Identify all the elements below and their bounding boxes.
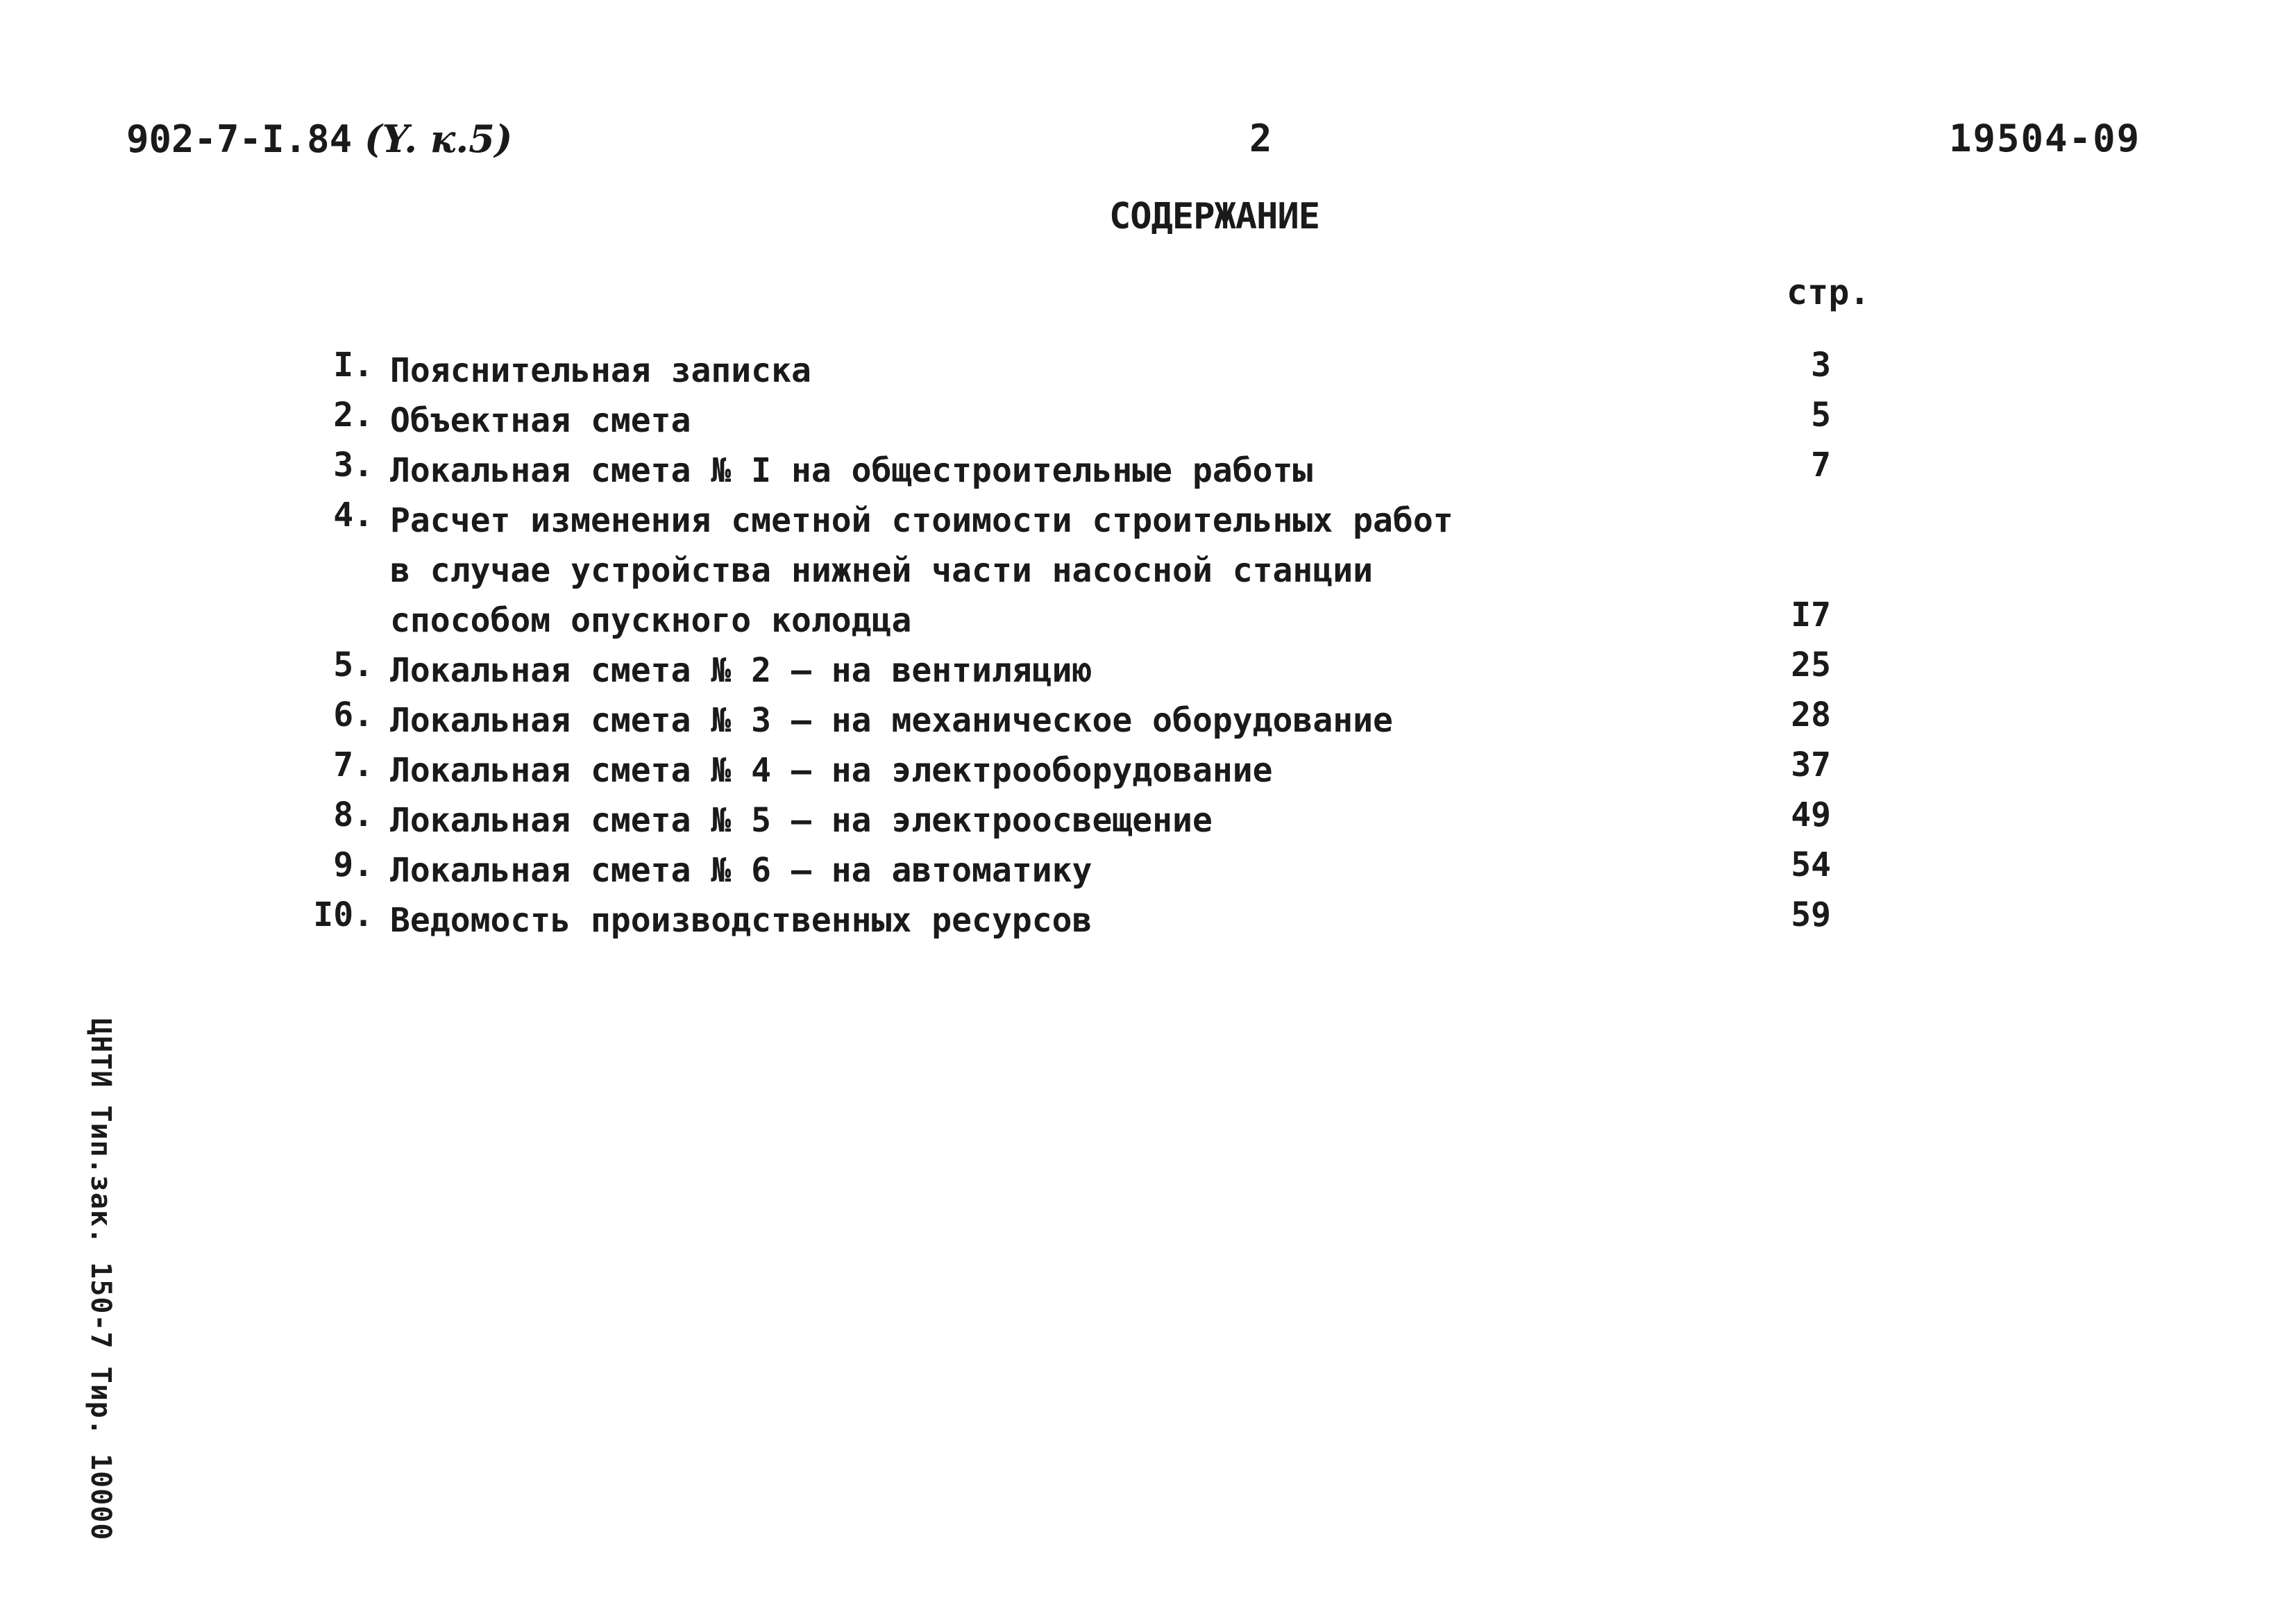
- handwritten-note: (Y. к.5): [364, 117, 513, 161]
- table-of-contents: [0, 346, 2296, 945]
- toc-item-number: 7.: [333, 746, 373, 784]
- toc-item-number: 5.: [333, 646, 373, 684]
- toc-item-number: 2.: [333, 396, 373, 435]
- doc-code: [126, 117, 512, 161]
- toc-item-text: Локальная смета № 2 – на вентиляцию: [390, 651, 1092, 690]
- toc-item: [0, 795, 2296, 845]
- toc-item-page: 54: [1791, 845, 1831, 884]
- toc-item-page: I7: [1791, 596, 1831, 634]
- toc-item-page: 28: [1791, 696, 1831, 734]
- toc-item: [0, 396, 2296, 446]
- toc-item-text-line-3: способом опускного колодца: [390, 601, 912, 640]
- toc-item-number: 6.: [333, 696, 373, 734]
- toc-item-number: 3.: [333, 446, 373, 485]
- doc-code-text: 902-7-I.84: [126, 117, 353, 161]
- toc-item: [0, 346, 2296, 396]
- toc-item-page: 5: [1811, 396, 1831, 435]
- toc-item-page: 49: [1791, 795, 1831, 834]
- toc-item-number: I0.: [313, 895, 373, 934]
- toc-item-page: 25: [1791, 646, 1831, 684]
- toc-item-number: 8.: [333, 795, 373, 834]
- toc-item-text: Объектная смета: [390, 401, 691, 440]
- toc-item-number: 4.: [333, 496, 373, 534]
- toc-item-text: Пояснительная записка: [390, 351, 811, 390]
- toc-item-text-line-2: в случае устройства нижней части насосной станции: [390, 551, 1374, 590]
- toc-item: [0, 895, 2296, 945]
- toc-item: [0, 746, 2296, 795]
- toc-item-page: 37: [1791, 746, 1831, 784]
- toc-item-page: 3: [1811, 346, 1831, 385]
- toc-item-text: Локальная смета № 6 – на автоматику: [390, 851, 1092, 890]
- page-number: 2: [1249, 117, 1272, 160]
- toc-item-number: I.: [333, 346, 373, 385]
- toc-item: [0, 446, 2296, 496]
- toc-item-text: Локальная смета № 4 – на электрооборудование: [390, 751, 1273, 790]
- toc-item-text: Локальная смета № I на общестроительные работы: [390, 451, 1313, 490]
- toc-item-page: 59: [1791, 895, 1831, 934]
- toc-item: [0, 696, 2296, 746]
- archive-number: 19504-09: [1949, 117, 2141, 160]
- printing-stamp: ЦНТИ Тип.зак. 150-7 Тир. 10000: [85, 1018, 117, 1541]
- toc-item-text: Ведомость производственных ресурсов: [390, 901, 1092, 940]
- toc-item-page: 7: [1811, 446, 1831, 485]
- toc-item-text: Локальная смета № 3 – на механическое оборудование: [390, 701, 1393, 740]
- toc-item: [0, 646, 2296, 696]
- toc-item-text-line-1: Расчет изменения сметной стоимости строительных работ: [390, 501, 1453, 540]
- toc-item: [0, 496, 2296, 646]
- toc-item-text: Локальная смета № 5 – на электроосвещение: [390, 801, 1213, 840]
- pages-column-label: стр.: [1787, 272, 1871, 312]
- toc-item-number: 9.: [333, 845, 373, 884]
- toc-item: [0, 845, 2296, 895]
- page-title: СОДЕРЖАНИЕ: [1109, 196, 1320, 237]
